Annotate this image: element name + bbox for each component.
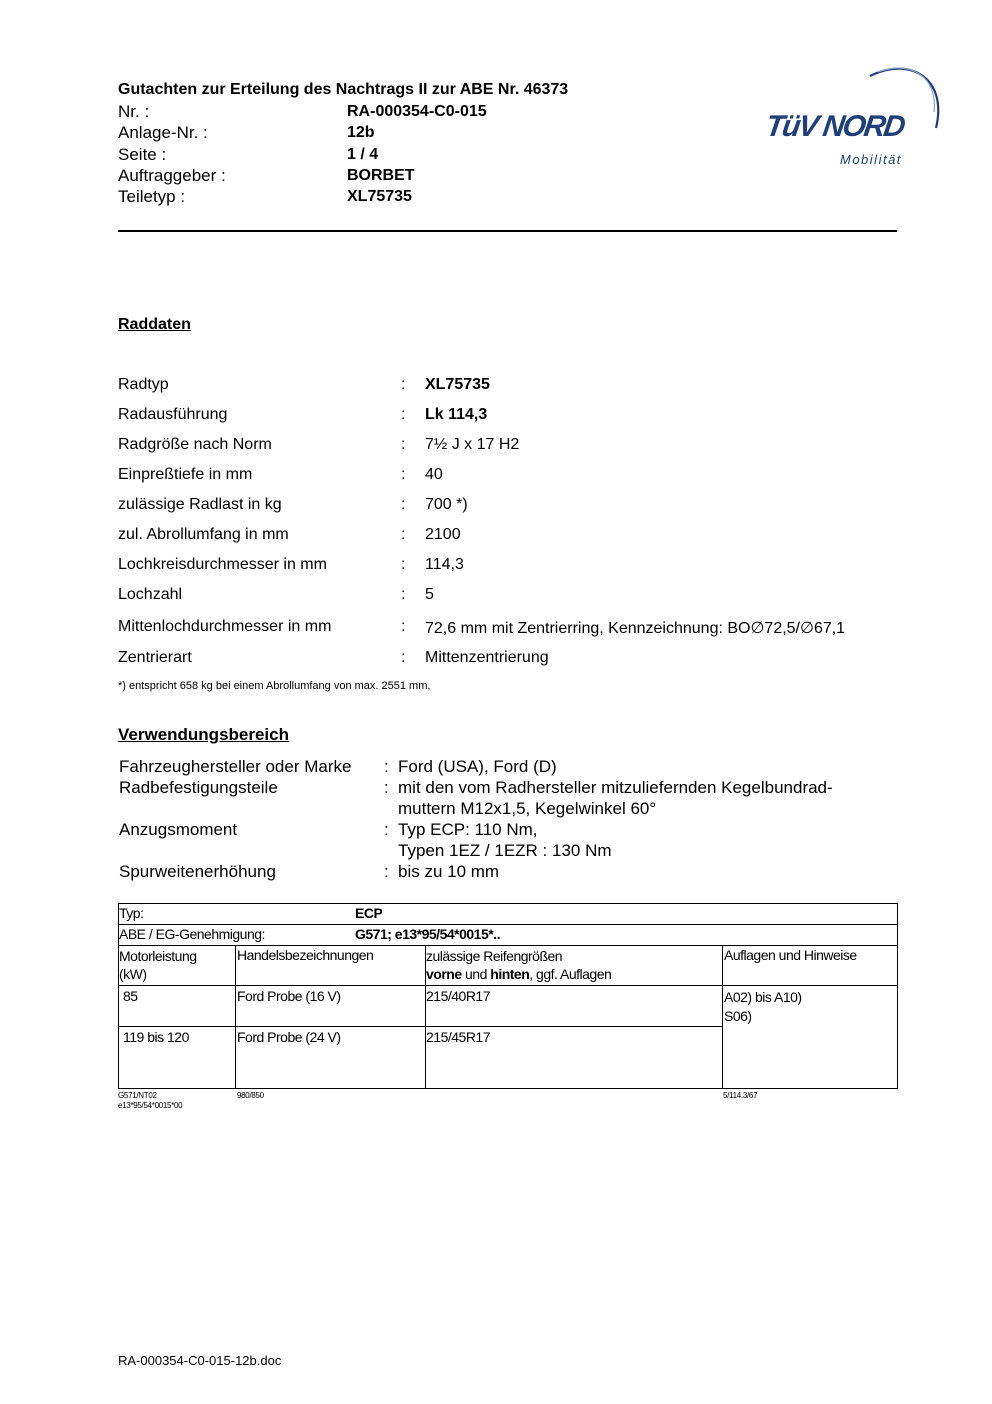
verwendung-value: mit den vom Radhersteller mitzuliefernden Kegelbundrad- xyxy=(398,778,833,797)
separator: : xyxy=(384,820,389,839)
separator: : xyxy=(401,556,406,573)
abe-label: ABE / EG-Genehmigung: xyxy=(119,926,265,942)
raddaten-label: Radtyp xyxy=(118,376,169,393)
table-footer-code: 5/114.3/67 xyxy=(723,1091,758,1100)
row-kw: 85 xyxy=(123,988,138,1004)
raddaten-row xyxy=(118,618,918,640)
table-border xyxy=(118,903,898,904)
header-value: 1 / 4 xyxy=(347,146,379,163)
header-value: RA-000354-C0-015 xyxy=(347,103,487,120)
verwendung-label: Fahrzeughersteller oder Marke xyxy=(119,757,352,776)
header-value: XL75735 xyxy=(347,188,412,205)
raddaten-label: Lochkreisdurchmesser in mm xyxy=(118,556,327,573)
header-row-seite xyxy=(118,145,638,166)
header-label: Nr. : xyxy=(118,102,150,121)
raddaten-row xyxy=(118,649,918,671)
row-kw: 119 bis 120 xyxy=(123,1029,189,1045)
raddaten-value: 72,6 mm mit Zentrierring, Kennzeichnung: BO∅72,5/∅67,1 xyxy=(425,620,846,637)
row-auflagen xyxy=(724,988,802,1026)
raddaten-row xyxy=(118,406,918,428)
header-value: 12b xyxy=(347,124,375,141)
verwendung-value: Typen 1EZ / 1EZR : 130 Nm xyxy=(398,841,612,860)
raddaten-value: 5 xyxy=(425,586,434,603)
reifen-rest: , ggf. Auflagen xyxy=(529,966,612,982)
raddaten-row xyxy=(118,496,918,518)
auflagen-line: S06) xyxy=(724,1008,752,1024)
col-header-motor-line: Motorleistung xyxy=(119,948,197,964)
raddaten-value: XL75735 xyxy=(425,376,490,393)
separator: : xyxy=(401,496,406,513)
separator: : xyxy=(384,778,389,797)
header-label: Anlage-Nr. : xyxy=(118,123,208,142)
vehicle-table xyxy=(118,903,898,1089)
raddaten-label: Einpreßtiefe in mm xyxy=(118,466,253,483)
raddaten-label: Mittenlochdurchmesser in mm xyxy=(118,618,332,635)
table-border xyxy=(118,924,898,925)
col-header-reifen xyxy=(426,947,611,983)
table-border xyxy=(722,945,723,1089)
verwendung-value: muttern M12x1,5, Kegelwinkel 60° xyxy=(398,799,657,818)
raddaten-value: 40 xyxy=(425,466,443,483)
document-title: Gutachten zur Erteilung des Nachtrags II zur ABE Nr. 46373 xyxy=(118,81,569,98)
separator: : xyxy=(384,862,389,881)
raddaten-value: Mittenzentrierung xyxy=(425,649,549,666)
header-row-nr xyxy=(118,102,638,123)
raddaten-row xyxy=(118,436,918,458)
verwendung-label: Spurweitenerhöhung xyxy=(119,862,276,881)
raddaten-row xyxy=(118,466,918,488)
separator: : xyxy=(401,649,406,666)
logo-sub: Mobilität xyxy=(840,152,902,167)
document-filename: RA-000354-C0-015-12b.doc xyxy=(118,1353,282,1368)
header-row-anlage xyxy=(118,123,638,144)
table-footer-code: G571/NT02 xyxy=(118,1091,157,1100)
verwendung-heading: Verwendungsbereich xyxy=(118,725,289,744)
typ-value: ECP xyxy=(355,905,383,921)
table-footer-code: e13*95/54*0015*00 xyxy=(118,1101,183,1110)
separator: : xyxy=(401,466,406,483)
header-value: BORBET xyxy=(347,167,415,184)
separator: : xyxy=(401,406,406,423)
verwendung-value: Typ ECP: 110 Nm, xyxy=(398,820,538,839)
header-label: Teiletyp : xyxy=(118,187,186,206)
raddaten-label: zulässige Radlast in kg xyxy=(118,496,282,513)
raddaten-heading: Raddaten xyxy=(118,316,191,333)
raddaten-row xyxy=(118,376,918,398)
typ-label: Typ: xyxy=(119,905,144,921)
raddaten-value: 2100 xyxy=(425,526,461,543)
verwendung-value: bis zu 10 mm xyxy=(398,862,500,881)
col-header-motor xyxy=(119,947,197,983)
separator: : xyxy=(401,586,406,603)
abe-value: G571; e13*95/54*0015*.. xyxy=(355,926,500,942)
header-divider xyxy=(118,230,897,232)
reifen-und: und xyxy=(461,966,491,982)
verwendung-value: Ford (USA), Ford (D) xyxy=(398,757,557,776)
raddaten-value: 114,3 xyxy=(425,556,464,573)
raddaten-label: Radgröße nach Norm xyxy=(118,436,272,453)
col-header-motor-line: (kW) xyxy=(119,966,147,982)
table-border xyxy=(118,1026,722,1027)
verwendung-label: Anzugsmoment xyxy=(119,820,238,839)
header-label: Auftraggeber : xyxy=(118,166,226,185)
raddaten-footnote: *) entspricht 658 kg bei einem Abrollumfang von max. 2551 mm, xyxy=(118,680,431,692)
col-header-reifen-line2 xyxy=(426,965,611,983)
raddaten-value: 7½ J x 17 H2 xyxy=(425,436,520,453)
table-border xyxy=(235,945,236,1089)
separator: : xyxy=(384,757,389,776)
table-border xyxy=(897,903,898,1089)
raddaten-row xyxy=(118,586,918,608)
raddaten-value: 700 *) xyxy=(425,496,468,513)
row-name: Ford Probe (16 V) xyxy=(237,988,341,1004)
raddaten-value: Lk 114,3 xyxy=(425,406,488,423)
row-tyre: 215/45R17 xyxy=(426,1029,491,1045)
table-footer-code: 980/850 xyxy=(237,1091,264,1100)
verwendung-label: Radbefestigungsteile xyxy=(119,778,278,797)
reifen-vorne: vorne xyxy=(426,966,462,982)
raddaten-label: Zentrierart xyxy=(118,649,192,666)
separator: : xyxy=(401,436,406,453)
raddaten-row xyxy=(118,556,918,578)
separator: : xyxy=(401,618,406,635)
separator: : xyxy=(401,376,406,393)
logo-brand: TüV NORD xyxy=(763,110,906,143)
col-header-auflagen: Auflagen und Hinweise xyxy=(724,947,857,963)
header-row-teiletyp xyxy=(118,187,638,208)
auflagen-line: A02) bis A10) xyxy=(724,989,802,1005)
tuv-nord-logo xyxy=(760,58,942,173)
header-label: Seite : xyxy=(118,145,167,164)
raddaten-label: Lochzahl xyxy=(118,586,183,603)
header-row-auftraggeber xyxy=(118,166,638,187)
raddaten-label: Radausführung xyxy=(118,406,228,423)
row-tyre: 215/40R17 xyxy=(426,988,491,1004)
row-name: Ford Probe (24 V) xyxy=(237,1029,341,1045)
raddaten-row xyxy=(118,526,918,548)
col-header-reifen-line: zulässige Reifengrößen xyxy=(426,948,563,964)
separator: : xyxy=(401,526,406,543)
reifen-hinten: hinten xyxy=(490,966,530,982)
raddaten-label: zul. Abrollumfang in mm xyxy=(118,526,289,543)
col-header-handel: Handelsbezeichnungen xyxy=(237,947,374,963)
